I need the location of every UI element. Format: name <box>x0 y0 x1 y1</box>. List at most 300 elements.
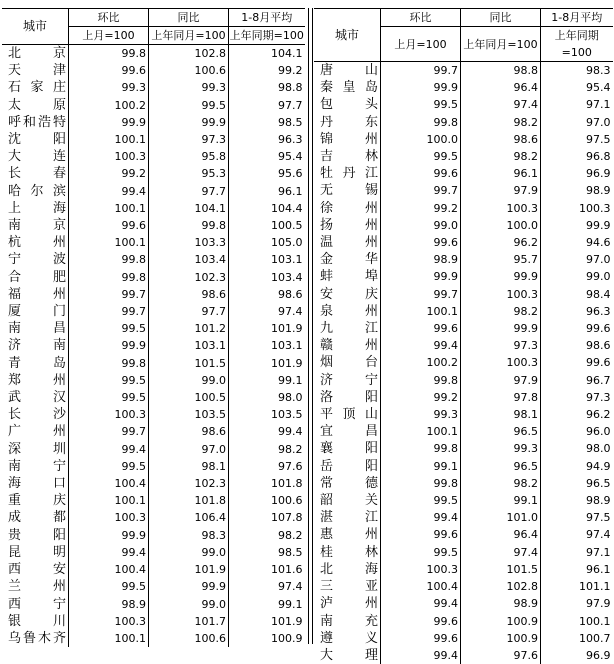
mom-value: 99.8 <box>69 45 149 63</box>
city-name-cell <box>314 62 381 80</box>
city-name: 武汉 <box>2 389 66 406</box>
table-row <box>2 441 305 458</box>
mom-value: 99.8 <box>381 114 461 131</box>
mom-value: 98.9 <box>381 251 461 268</box>
table-row <box>314 389 613 406</box>
city-name-cell <box>314 630 381 647</box>
city-name: 扬州 <box>314 217 378 234</box>
yoy-value: 98.1 <box>149 458 229 475</box>
yoy-value: 97.4 <box>461 96 541 113</box>
yoy-value: 103.5 <box>149 406 229 423</box>
mom-value: 100.1 <box>69 234 149 251</box>
avg-value: 94.9 <box>541 458 613 475</box>
table-row <box>314 406 613 423</box>
avg-value: 100.3 <box>541 200 613 217</box>
city-name-cell <box>2 234 69 251</box>
table-row <box>2 79 305 96</box>
city-name-cell <box>314 389 381 406</box>
avg-value: 98.2 <box>229 441 305 458</box>
yoy-value: 102.3 <box>149 269 229 286</box>
table-row <box>314 423 613 440</box>
city-name-cell <box>314 131 381 148</box>
city-name: 福州 <box>2 286 66 303</box>
city-name: 桂林 <box>314 544 378 561</box>
mom-value: 99.0 <box>381 217 461 234</box>
city-name-cell <box>2 165 69 182</box>
mom-value: 99.9 <box>381 268 461 285</box>
city-name: 无锡 <box>314 182 378 199</box>
yoy-value: 99.3 <box>461 440 541 457</box>
table-row <box>314 647 613 664</box>
mom-value: 99.2 <box>69 165 149 182</box>
city-name-cell <box>2 458 69 475</box>
table-row <box>314 131 613 148</box>
city-name: 烟台 <box>314 354 378 371</box>
yoy-value: 97.6 <box>461 647 541 664</box>
mom-value: 99.4 <box>381 595 461 612</box>
mom-value: 99.4 <box>381 647 461 664</box>
avg-value: 103.1 <box>229 337 305 354</box>
yoy-value: 98.2 <box>461 475 541 492</box>
yoy-value: 100.0 <box>461 217 541 234</box>
yoy-value: 97.7 <box>149 183 229 200</box>
city-header: 城市 <box>2 9 69 45</box>
avg-value: 104.4 <box>229 200 305 217</box>
table-row <box>314 303 613 320</box>
city-name-cell <box>2 217 69 234</box>
city-name: 泉州 <box>314 303 378 320</box>
city-name: 西安 <box>2 561 66 578</box>
yoy-value: 101.9 <box>149 561 229 578</box>
table-row <box>314 286 613 303</box>
avg-value: 96.9 <box>541 165 613 182</box>
city-name-cell <box>314 613 381 630</box>
city-name: 西宁 <box>2 596 66 613</box>
city-name: 沈阳 <box>2 131 66 148</box>
yoy-value: 98.2 <box>461 148 541 165</box>
table-row <box>2 269 305 286</box>
city-name: 丹东 <box>314 114 378 131</box>
table-row <box>2 62 305 79</box>
city-name-cell <box>2 372 69 389</box>
table-row <box>2 337 305 354</box>
avg-value: 101.9 <box>229 355 305 372</box>
avg-value: 99.1 <box>229 596 305 613</box>
city-header: 城市 <box>314 9 381 62</box>
mom-header: 环比 <box>381 9 461 27</box>
yoy-value: 99.9 <box>461 268 541 285</box>
yoy-value: 100.6 <box>149 630 229 647</box>
mom-value: 100.1 <box>69 131 149 148</box>
yoy-value: 96.4 <box>461 79 541 96</box>
yoy-base-header: 上年同月=100 <box>149 27 229 45</box>
right-city-table <box>314 8 613 664</box>
mom-value: 99.5 <box>69 578 149 595</box>
yoy-value: 100.3 <box>461 200 541 217</box>
city-name: 南昌 <box>2 320 66 337</box>
city-name-cell <box>2 355 69 372</box>
city-name-cell <box>2 62 69 79</box>
avg-base-header: 上年同期=100 <box>541 27 613 62</box>
avg-value: 97.0 <box>541 251 613 268</box>
avg-value: 96.3 <box>229 131 305 148</box>
city-name: 昆明 <box>2 544 66 561</box>
yoy-value: 101.0 <box>461 509 541 526</box>
yoy-value: 102.3 <box>149 475 229 492</box>
yoy-value: 96.1 <box>461 165 541 182</box>
yoy-value: 106.4 <box>149 509 229 526</box>
city-name: 韶关 <box>314 492 378 509</box>
avg-value: 97.3 <box>541 389 613 406</box>
table-row <box>2 372 305 389</box>
mom-value: 99.3 <box>381 406 461 423</box>
table-row <box>2 561 305 578</box>
city-name-cell <box>2 475 69 492</box>
table-row <box>2 251 305 268</box>
city-name-cell <box>314 286 381 303</box>
city-name-cell <box>314 354 381 371</box>
mom-value: 99.6 <box>381 234 461 251</box>
city-name: 赣州 <box>314 337 378 354</box>
table-row <box>314 354 613 371</box>
avg-value: 100.9 <box>229 630 305 647</box>
avg-value: 104.1 <box>229 45 305 63</box>
yoy-value: 101.5 <box>149 355 229 372</box>
avg-value: 97.5 <box>541 131 613 148</box>
table-row <box>314 561 613 578</box>
avg-value: 101.1 <box>541 578 613 595</box>
yoy-value: 98.6 <box>461 131 541 148</box>
city-name-cell <box>314 458 381 475</box>
yoy-value: 99.9 <box>149 578 229 595</box>
table-row <box>314 475 613 492</box>
mom-value: 100.3 <box>69 406 149 423</box>
city-name-cell <box>2 183 69 200</box>
city-name: 常德 <box>314 475 378 492</box>
city-name: 杭州 <box>2 234 66 251</box>
yoy-value: 99.5 <box>149 97 229 114</box>
city-name-cell <box>314 303 381 320</box>
city-name: 济宁 <box>314 372 378 389</box>
city-name-cell <box>314 234 381 251</box>
mom-value: 99.5 <box>69 458 149 475</box>
city-name-cell <box>2 527 69 544</box>
avg-value: 95.6 <box>229 165 305 182</box>
mom-value: 100.1 <box>381 423 461 440</box>
city-name: 蚌埠 <box>314 268 378 285</box>
table-row <box>2 303 305 320</box>
avg-value: 98.0 <box>541 440 613 457</box>
city-name-cell <box>314 526 381 543</box>
city-name: 呼和浩特 <box>2 114 66 131</box>
city-name: 秦皇岛 <box>314 79 378 96</box>
avg-value: 97.9 <box>541 595 613 612</box>
city-name-cell <box>314 561 381 578</box>
city-name: 深圳 <box>2 441 66 458</box>
yoy-value: 96.5 <box>461 423 541 440</box>
table-row <box>314 114 613 131</box>
city-name-cell <box>314 440 381 457</box>
table-row <box>2 320 305 337</box>
avg-value: 98.8 <box>229 79 305 96</box>
city-name: 厦门 <box>2 303 66 320</box>
table-row <box>2 234 305 251</box>
mom-value: 100.3 <box>381 561 461 578</box>
avg-value: 100.1 <box>541 613 613 630</box>
yoy-value: 99.0 <box>149 596 229 613</box>
city-name-cell <box>2 114 69 131</box>
column-divider-inner <box>312 8 313 644</box>
avg-value: 97.4 <box>229 578 305 595</box>
table-row <box>314 526 613 543</box>
city-name: 大理 <box>314 647 378 664</box>
avg-value: 99.6 <box>541 354 613 371</box>
table-row <box>314 234 613 251</box>
avg-value: 99.2 <box>229 62 305 79</box>
yoy-value: 96.4 <box>461 526 541 543</box>
city-name: 重庆 <box>2 492 66 509</box>
table-row <box>314 337 613 354</box>
right-table-body <box>314 62 613 664</box>
avg-value: 98.0 <box>229 389 305 406</box>
city-name: 成都 <box>2 509 66 526</box>
avg-value: 100.5 <box>229 217 305 234</box>
avg-value: 99.4 <box>229 423 305 440</box>
city-name: 锦州 <box>314 131 378 148</box>
mom-value: 99.5 <box>381 148 461 165</box>
city-name-cell <box>2 596 69 613</box>
mom-value: 99.9 <box>381 79 461 96</box>
avg-value: 97.7 <box>229 97 305 114</box>
mom-value: 99.5 <box>381 492 461 509</box>
yoy-value: 95.8 <box>149 148 229 165</box>
table-row <box>2 183 305 200</box>
table-row <box>314 79 613 96</box>
yoy-value: 102.8 <box>461 578 541 595</box>
mom-value: 99.4 <box>381 337 461 354</box>
city-name-cell <box>2 303 69 320</box>
mom-value: 99.4 <box>69 183 149 200</box>
city-name: 洛阳 <box>314 389 378 406</box>
city-name-cell <box>2 320 69 337</box>
yoy-value: 101.2 <box>149 320 229 337</box>
city-name: 广州 <box>2 423 66 440</box>
avg-value: 103.4 <box>229 269 305 286</box>
yoy-value: 96.5 <box>461 458 541 475</box>
table-row <box>2 389 305 406</box>
yoy-value: 95.3 <box>149 165 229 182</box>
avg-value: 105.0 <box>229 234 305 251</box>
yoy-value: 100.9 <box>461 630 541 647</box>
city-name: 济南 <box>2 337 66 354</box>
mom-value: 99.5 <box>69 372 149 389</box>
city-name-cell <box>2 613 69 630</box>
city-name-cell <box>314 79 381 96</box>
table-row <box>2 492 305 509</box>
table-row <box>2 355 305 372</box>
city-name: 兰州 <box>2 578 66 595</box>
city-name-cell <box>2 337 69 354</box>
avg-value: 99.1 <box>229 372 305 389</box>
avg-value: 101.9 <box>229 613 305 630</box>
table-row <box>314 458 613 475</box>
table-row <box>2 114 305 131</box>
yoy-value: 97.8 <box>461 389 541 406</box>
yoy-value: 97.3 <box>461 337 541 354</box>
mom-value: 99.3 <box>69 79 149 96</box>
city-name-cell <box>314 320 381 337</box>
city-name-cell <box>314 509 381 526</box>
city-name: 九江 <box>314 320 378 337</box>
table-row <box>314 578 613 595</box>
avg-value: 98.6 <box>229 286 305 303</box>
table-row <box>314 440 613 457</box>
yoy-value: 99.9 <box>149 114 229 131</box>
mom-value: 100.1 <box>381 303 461 320</box>
mom-value: 99.5 <box>69 320 149 337</box>
avg-value: 97.6 <box>229 458 305 475</box>
city-name-cell <box>2 406 69 423</box>
avg-value: 98.4 <box>541 286 613 303</box>
yoy-value: 100.3 <box>461 354 541 371</box>
yoy-value: 97.7 <box>149 303 229 320</box>
table-row <box>2 423 305 440</box>
city-name: 长春 <box>2 165 66 182</box>
avg-header: 1-8月平均 <box>229 9 305 27</box>
avg-value: 101.8 <box>229 475 305 492</box>
mom-value: 100.3 <box>69 509 149 526</box>
avg-header: 1-8月平均 <box>541 9 613 27</box>
yoy-base-header: 上年同月=100 <box>461 27 541 62</box>
city-name: 哈尔滨 <box>2 183 66 200</box>
yoy-value: 101.8 <box>149 492 229 509</box>
yoy-value: 97.3 <box>149 131 229 148</box>
yoy-value: 100.3 <box>461 286 541 303</box>
avg-value: 99.9 <box>541 217 613 234</box>
table-row <box>2 217 305 234</box>
table-row <box>2 286 305 303</box>
city-name: 郑州 <box>2 372 66 389</box>
avg-value: 96.9 <box>541 647 613 664</box>
city-name: 吉林 <box>314 148 378 165</box>
city-name: 宜昌 <box>314 423 378 440</box>
city-name: 南宁 <box>2 458 66 475</box>
avg-value: 97.5 <box>541 509 613 526</box>
city-name: 青岛 <box>2 355 66 372</box>
mom-value: 99.4 <box>69 544 149 561</box>
table-row <box>2 406 305 423</box>
city-name: 宁波 <box>2 251 66 268</box>
table-row <box>2 578 305 595</box>
city-name: 南京 <box>2 217 66 234</box>
mom-header: 环比 <box>69 9 149 27</box>
city-name: 平顶山 <box>314 406 378 423</box>
table-row <box>314 320 613 337</box>
avg-value: 98.9 <box>541 182 613 199</box>
avg-value: 98.3 <box>541 62 613 80</box>
table-row <box>2 131 305 148</box>
city-name-cell <box>2 578 69 595</box>
city-name-cell <box>314 423 381 440</box>
yoy-value: 103.3 <box>149 234 229 251</box>
yoy-value: 98.2 <box>461 303 541 320</box>
yoy-value: 96.2 <box>461 234 541 251</box>
mom-value: 99.6 <box>381 526 461 543</box>
city-name: 唐山 <box>314 62 378 79</box>
column-divider <box>308 8 309 644</box>
avg-base-header: 上年同期=100 <box>229 27 305 45</box>
table-row <box>314 544 613 561</box>
avg-value: 97.0 <box>541 114 613 131</box>
city-name-cell <box>314 595 381 612</box>
table-row <box>314 148 613 165</box>
city-name-cell <box>314 165 381 182</box>
yoy-value: 97.9 <box>461 182 541 199</box>
table-row <box>2 165 305 182</box>
avg-value: 97.4 <box>229 303 305 320</box>
mom-value: 99.1 <box>381 458 461 475</box>
table-row <box>2 200 305 217</box>
table-row <box>2 475 305 492</box>
city-name-cell <box>314 492 381 509</box>
table-row <box>2 527 305 544</box>
city-name-cell <box>314 251 381 268</box>
city-name-cell <box>2 200 69 217</box>
yoy-value: 98.3 <box>149 527 229 544</box>
avg-value: 96.7 <box>541 372 613 389</box>
avg-value: 98.6 <box>541 337 613 354</box>
city-name-cell <box>2 441 69 458</box>
city-name-cell <box>2 79 69 96</box>
table-row <box>314 251 613 268</box>
table-row <box>2 45 305 63</box>
yoy-value: 98.6 <box>149 286 229 303</box>
yoy-value: 98.6 <box>149 423 229 440</box>
city-name-cell <box>2 269 69 286</box>
avg-value: 98.5 <box>229 114 305 131</box>
avg-value: 107.8 <box>229 509 305 526</box>
city-name-cell <box>2 509 69 526</box>
mom-value: 99.7 <box>381 182 461 199</box>
mom-value: 99.4 <box>381 509 461 526</box>
yoy-value: 95.7 <box>461 251 541 268</box>
mom-value: 99.7 <box>381 286 461 303</box>
city-name: 北京 <box>2 45 66 62</box>
city-name: 海口 <box>2 475 66 492</box>
city-name-cell <box>314 182 381 199</box>
mom-value: 100.1 <box>69 200 149 217</box>
city-name: 太原 <box>2 97 66 114</box>
avg-value: 97.1 <box>541 96 613 113</box>
city-name: 长沙 <box>2 406 66 423</box>
avg-value: 103.5 <box>229 406 305 423</box>
avg-value: 98.2 <box>229 527 305 544</box>
city-name: 大连 <box>2 148 66 165</box>
table-row <box>2 613 305 630</box>
city-name: 三亚 <box>314 578 378 595</box>
mom-base-header: 上月=100 <box>69 27 149 45</box>
city-name: 上海 <box>2 200 66 217</box>
yoy-value: 99.0 <box>149 544 229 561</box>
mom-value: 99.4 <box>69 441 149 458</box>
mom-value: 100.4 <box>69 561 149 578</box>
city-name: 徐州 <box>314 200 378 217</box>
table-row <box>314 630 613 647</box>
mom-value: 99.6 <box>381 320 461 337</box>
avg-value: 98.5 <box>229 544 305 561</box>
avg-value: 96.0 <box>541 423 613 440</box>
mom-value: 100.3 <box>69 148 149 165</box>
